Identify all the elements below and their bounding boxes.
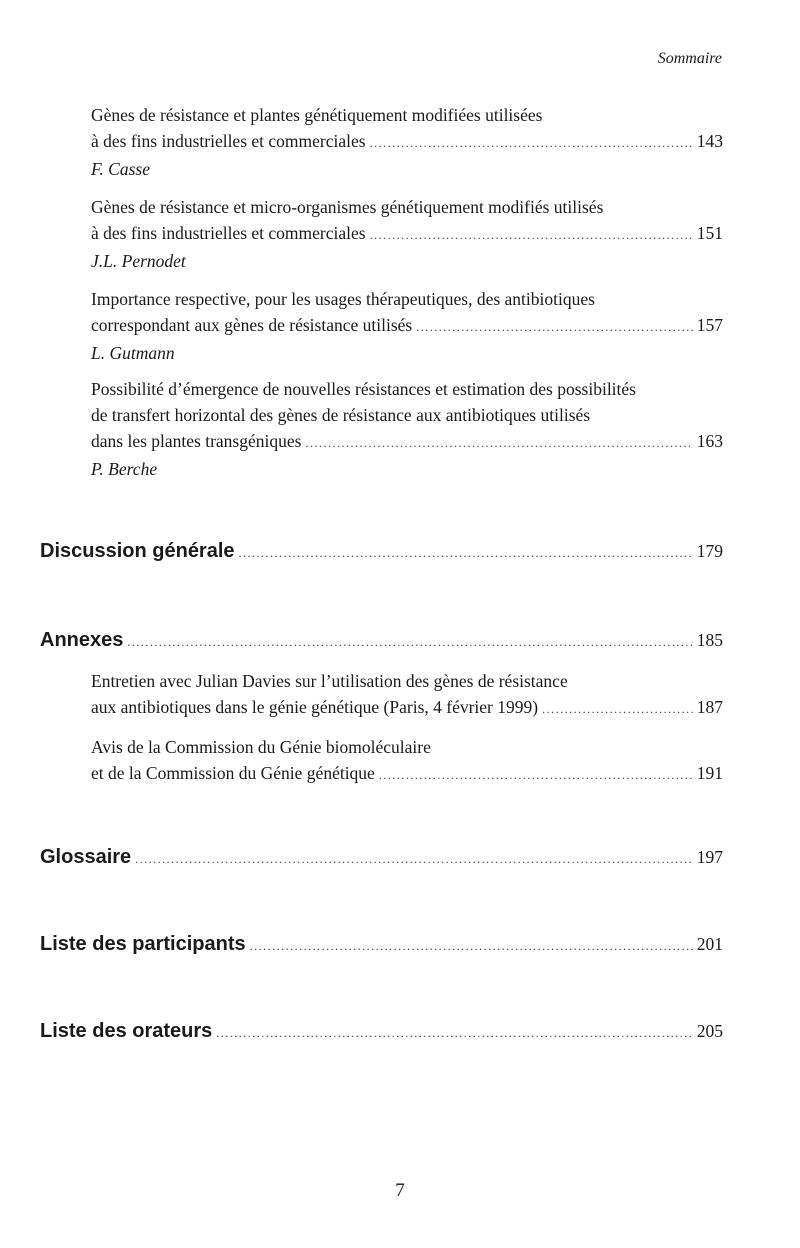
toc-page-number: 201 [696, 934, 723, 954]
toc-entry[interactable] [91, 376, 723, 482]
toc-section-annexes[interactable] [40, 629, 723, 652]
toc-entry-title-line: Importance respective, pour les usages thérapeutiques, des antibiotiques [91, 289, 595, 309]
toc-author: J.L. Pernodet [91, 251, 186, 271]
toc-entry-title-line: à des fins industrielles et commerciales [91, 131, 366, 151]
toc-entry-title-line: Entretien avec Julian Davies sur l’utilisation des gènes de résistance [91, 671, 568, 691]
page-number: 7 [395, 1180, 405, 1201]
toc-page-number: 179 [696, 541, 723, 561]
leader-dots [239, 546, 693, 561]
toc-author: F. Casse [91, 159, 150, 179]
toc-author: P. Berche [91, 459, 158, 479]
toc-entry[interactable] [91, 194, 723, 274]
toc-section-discussion[interactable] [40, 540, 723, 563]
section-title: Liste des orateurs [40, 1020, 213, 1042]
toc-author: L. Gutmann [91, 343, 175, 363]
section-title: Glossaire [40, 846, 132, 868]
section-title: Annexes [40, 629, 124, 651]
leader-dots [250, 939, 693, 954]
toc-page-number: 157 [696, 315, 723, 335]
toc-page-number: 151 [696, 223, 723, 243]
toc-page-number: 197 [696, 847, 723, 867]
leader-dots [305, 430, 692, 456]
leader-dots [135, 852, 693, 867]
toc-entry-title-line: et de la Commission du Génie génétique [91, 763, 375, 783]
toc-page-number: 185 [696, 630, 723, 650]
running-head: Sommaire [657, 50, 722, 67]
section-title: Discussion générale [40, 540, 235, 562]
leader-dots [416, 314, 693, 340]
toc-entry-title-line: aux antibiotiques dans le génie génétique (Paris, 4 février 1999) [91, 697, 539, 717]
leader-dots [379, 762, 693, 788]
toc-entry-title-line: Gènes de résistance et plantes génétiquement modifiées utilisées [91, 105, 543, 125]
toc-entry[interactable] [91, 102, 723, 182]
toc-section-orateurs[interactable] [40, 1020, 723, 1043]
leader-dots [370, 222, 693, 248]
toc-entry-title-line: Gènes de résistance et micro-organismes génétiquement modifiés utilisés [91, 197, 604, 217]
toc-entry[interactable] [91, 286, 723, 366]
toc-entry-title-line: Avis de la Commission du Génie biomoléculaire [91, 737, 431, 757]
toc-annex-entry[interactable] [91, 734, 723, 788]
toc-section-participants[interactable] [40, 933, 723, 956]
toc-entry-title-line: à des fins industrielles et commerciales [91, 223, 366, 243]
toc-page-number: 205 [696, 1021, 723, 1041]
leader-dots [216, 1026, 692, 1041]
toc-page-number: 163 [696, 431, 723, 451]
toc-section-glossaire[interactable] [40, 846, 723, 869]
toc-page-number: 143 [696, 131, 723, 151]
leader-dots [370, 130, 693, 156]
leader-dots [127, 635, 692, 650]
toc-entry-title-line: dans les plantes transgéniques [91, 431, 302, 451]
toc-entry-title-line: de transfert horizontal des gènes de résistance aux antibiotiques utilisés [91, 405, 591, 425]
section-title: Liste des participants [40, 933, 246, 955]
toc-annex-entry[interactable] [91, 668, 723, 722]
toc-entry-title-line: correspondant aux gènes de résistance utilisés [91, 315, 413, 335]
toc-page-number: 191 [696, 763, 723, 783]
leader-dots [542, 696, 693, 722]
toc-entry-title-line: Possibilité d’émergence de nouvelles résistances et estimation des possibilités [91, 379, 636, 399]
toc-page-number: 187 [696, 697, 723, 717]
